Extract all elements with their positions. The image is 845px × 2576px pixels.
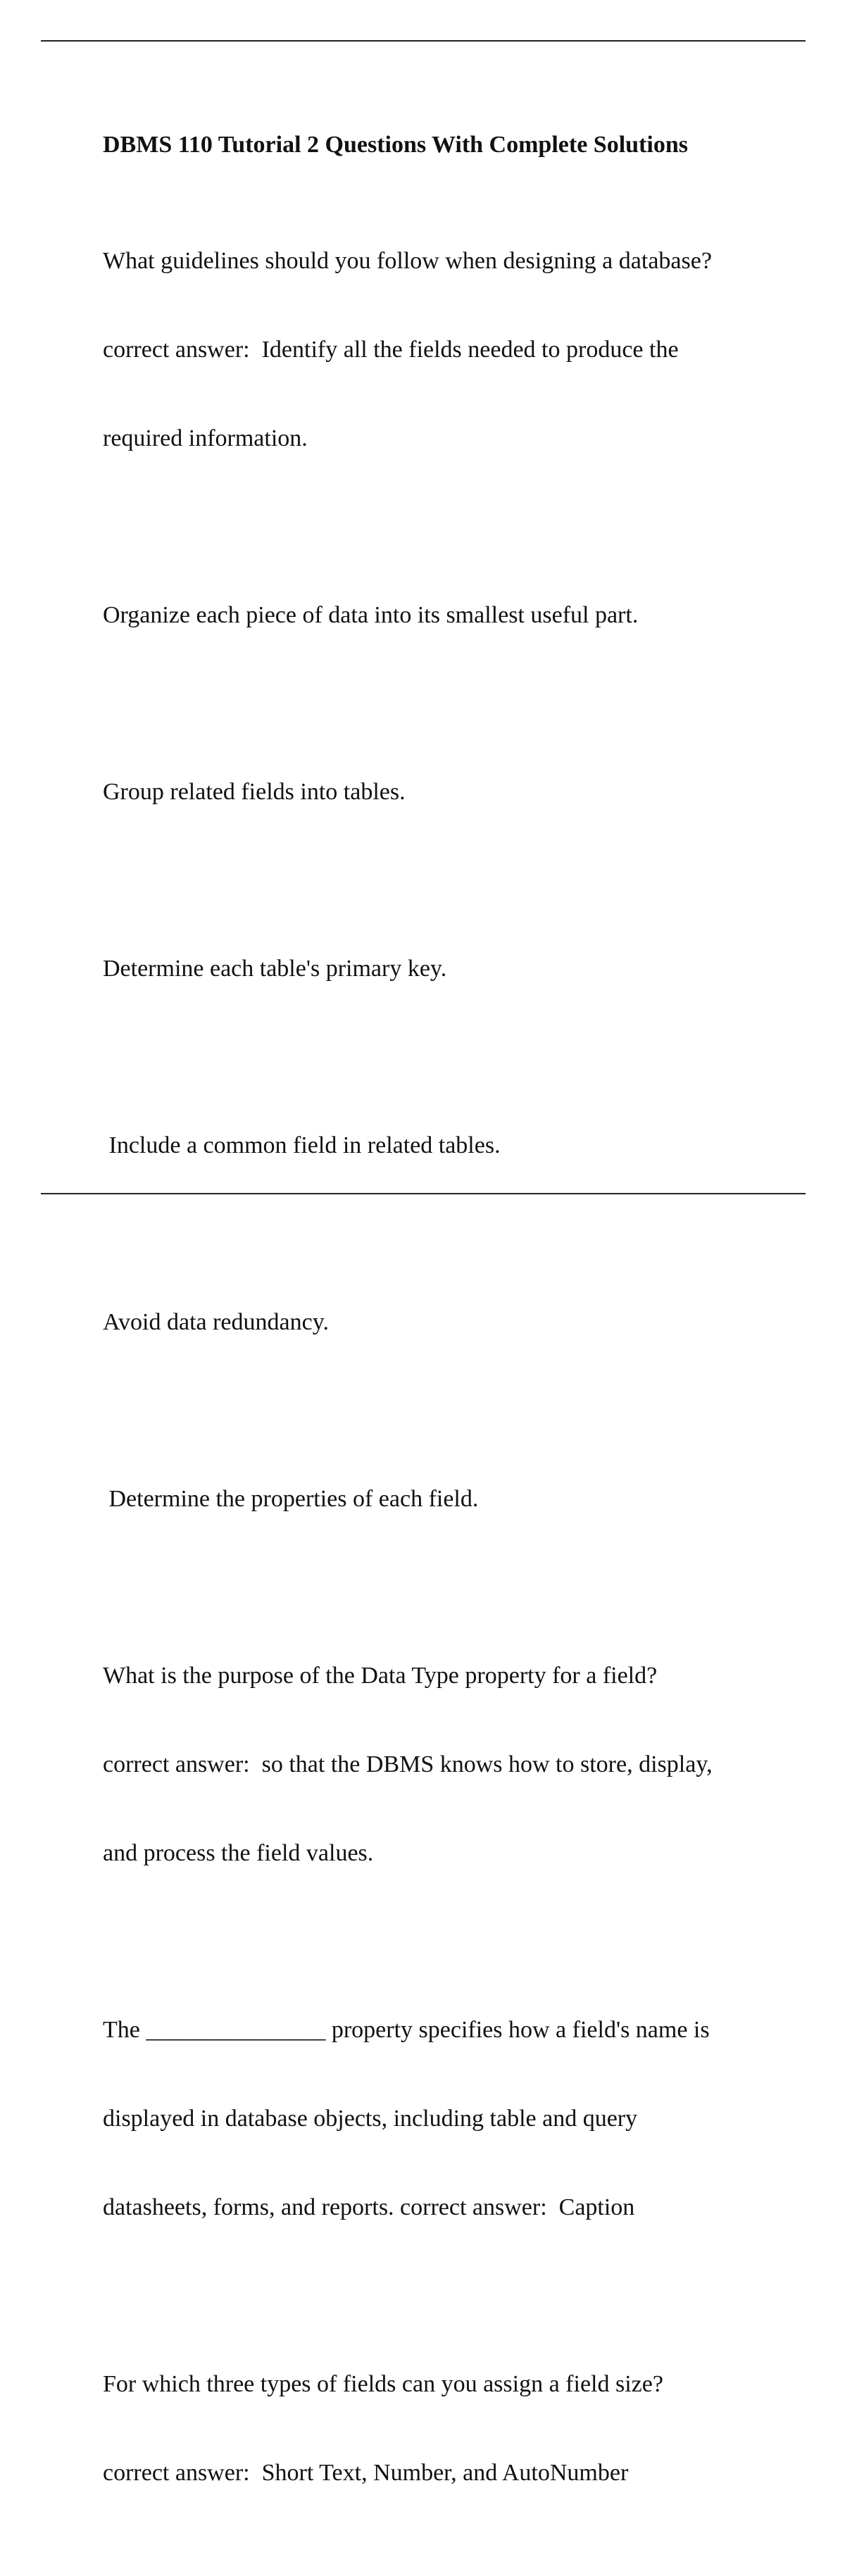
paragraph-line: For which three types of fields can you assign a field size? bbox=[103, 2371, 663, 2397]
paragraph-line: and process the field values. bbox=[103, 1840, 374, 1866]
paragraph-primary-key bbox=[103, 895, 779, 1043]
paragraph-line: Avoid data redundancy. bbox=[103, 1309, 329, 1335]
paragraph-line: Determine the properties of each field. bbox=[103, 1486, 479, 1512]
paragraph-data-type bbox=[103, 1602, 779, 1927]
document-body bbox=[103, 131, 779, 2576]
paragraph-line: The _______________ property specifies how a field's name is bbox=[103, 2017, 710, 2043]
top-rule bbox=[41, 40, 806, 42]
paragraph-common-field bbox=[103, 1072, 779, 1220]
paragraph-line: correct answer: so that the DBMS knows how to store, display, bbox=[103, 1751, 713, 1777]
paragraph-caption bbox=[103, 1956, 779, 2282]
paragraph-line: Group related fields into tables. bbox=[103, 779, 406, 805]
paragraph-organize bbox=[103, 542, 779, 689]
paragraph-line: required information. bbox=[103, 425, 308, 451]
paragraph-field-size bbox=[103, 2311, 779, 2547]
paragraph-line: What guidelines should you follow when designing a database? bbox=[103, 248, 712, 274]
paragraph-line: Organize each piece of data into its smallest useful part. bbox=[103, 602, 639, 628]
paragraph-line: correct answer: Identify all the fields needed to produce the bbox=[103, 337, 679, 363]
paragraph-properties bbox=[103, 1425, 779, 1573]
paragraph-line: What is the purpose of the Data Type property for a field? bbox=[103, 1663, 658, 1689]
bottom-rule bbox=[41, 1193, 806, 1194]
paragraph-guidelines bbox=[103, 187, 779, 513]
paragraph-line: Determine each table's primary key. bbox=[103, 956, 447, 982]
paragraph-line: datasheets, forms, and reports. correct answer: Caption bbox=[103, 2194, 635, 2220]
document-title: DBMS 110 Tutorial 2 Questions With Complete Solutions bbox=[103, 132, 688, 158]
paragraph-line: displayed in database objects, including table and query bbox=[103, 2106, 638, 2132]
paragraph-line: correct answer: Short Text, Number, and AutoNumber bbox=[103, 2460, 629, 2486]
paragraph-group bbox=[103, 718, 779, 866]
paragraph-line: Include a common field in related tables. bbox=[103, 1132, 501, 1158]
paragraph-redundancy bbox=[103, 1249, 779, 1396]
